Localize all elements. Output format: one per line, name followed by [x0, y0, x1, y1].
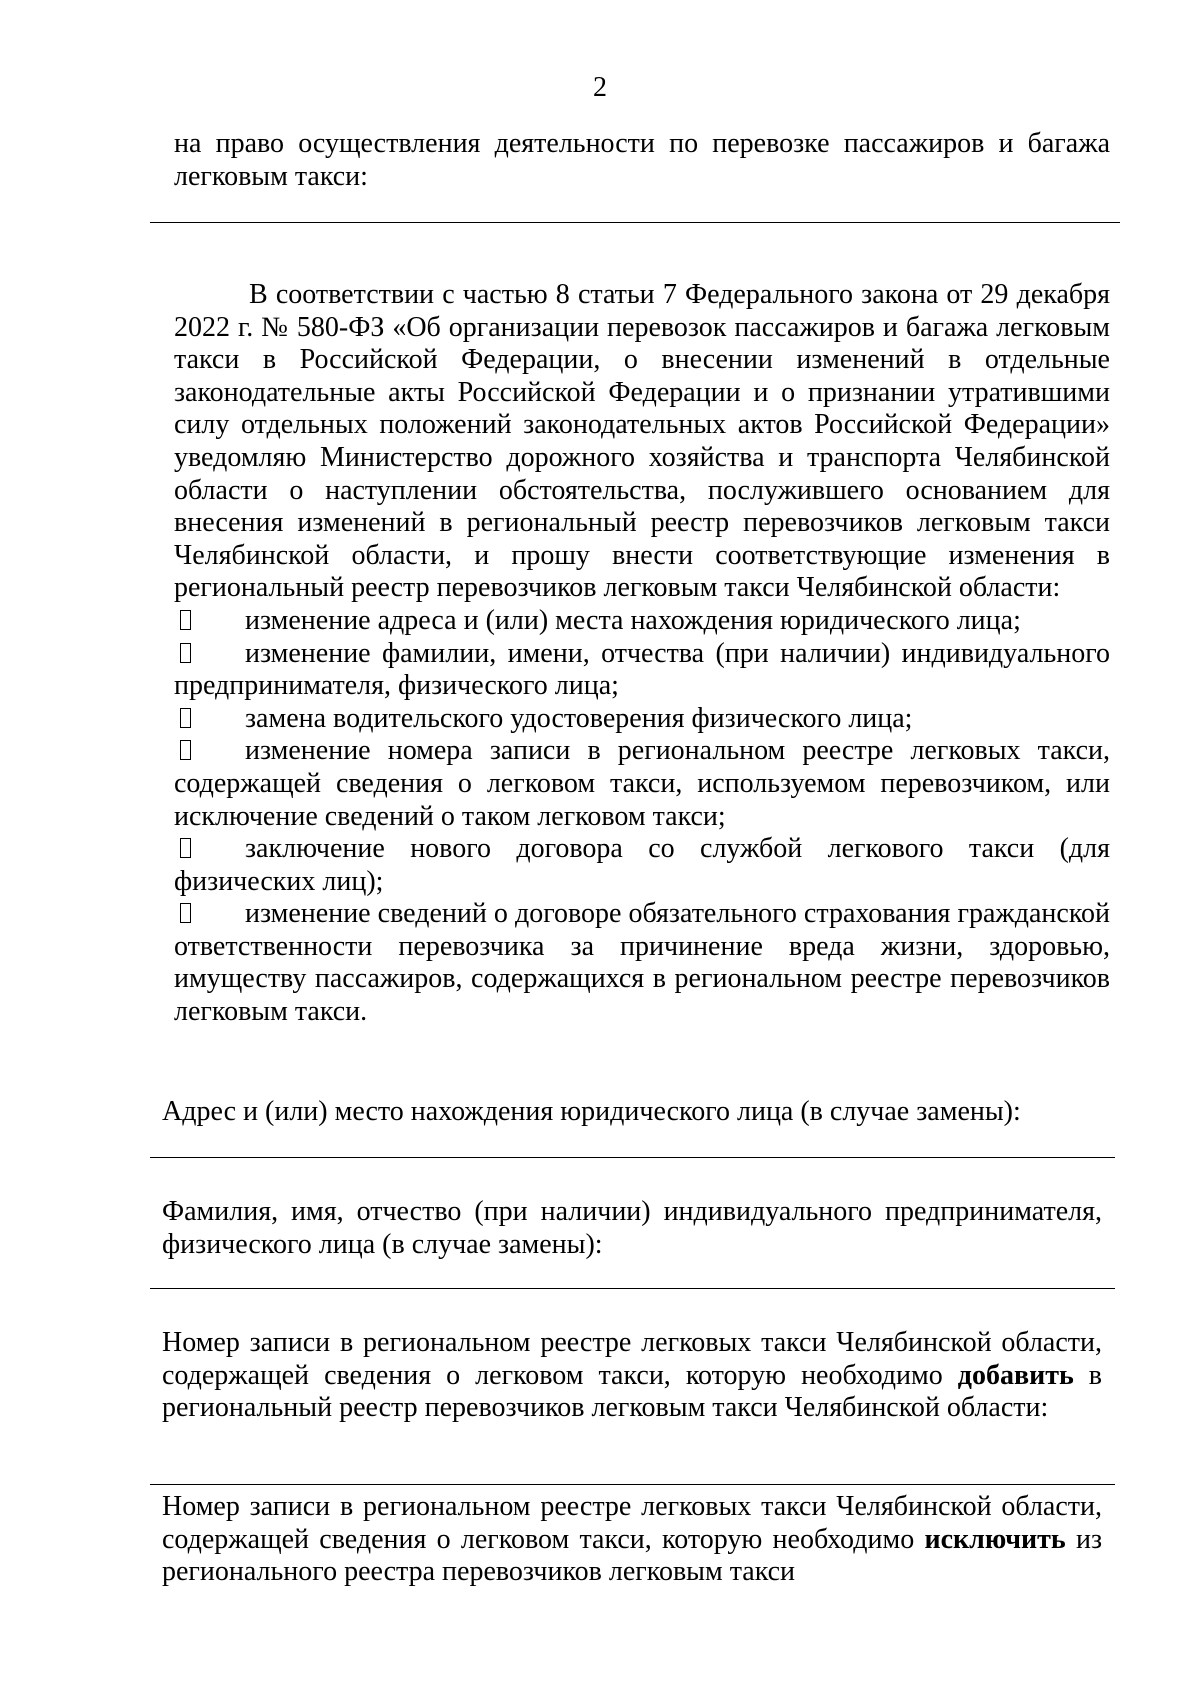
- option-new-contract[interactable]: заключение нового договора со службой легкового такси (для физических лиц);: [174, 833, 1110, 897]
- checkbox-icon[interactable]: [180, 903, 191, 923]
- checkbox-icon[interactable]: [180, 708, 191, 728]
- exclude-record-label: Номер записи в региональном реестре легковых такси Челябинской области, содержащей сведения о легковом такси, которую необходимо исключить из регионального реестра перевозчиков легковым такси: [162, 1491, 1102, 1588]
- exclude-emphasis: исключить: [924, 1523, 1066, 1555]
- address-fill-line[interactable]: [150, 1157, 1115, 1158]
- main-section: [174, 279, 1110, 1029]
- header-fill-line[interactable]: [150, 222, 1120, 223]
- address-field-label: Адрес и (или) место нахождения юридического лица (в случае замены):: [162, 1096, 1021, 1127]
- option-license-change[interactable]: замена водительского удостоверения физического лица;: [174, 703, 1110, 736]
- fio-fill-line[interactable]: [150, 1288, 1115, 1289]
- add-emphasis: добавить: [957, 1359, 1074, 1391]
- page-number: 2: [593, 72, 607, 103]
- checkbox-icon[interactable]: [180, 643, 191, 663]
- add-record-label: Номер записи в региональном реестре легковых такси Челябинской области, содержащей сведения о легковом такси, которую необходимо добавить в региональный реестр перевозчиков легковым такси Челябинской области:: [162, 1327, 1103, 1424]
- option-insurance-change[interactable]: изменение сведений о договоре обязательного страхования гражданской ответственности перевозчика за причинение вреда жизни, здоровью, имуществу пассажиров, содержащихся в региональном реестре перевозчиков легковым такси.: [174, 898, 1110, 1028]
- checkbox-icon[interactable]: [180, 838, 191, 858]
- header-text: на право осуществления деятельности по перевозке пассажиров и багажа легковым такси:: [174, 128, 1110, 192]
- option-record-change[interactable]: изменение номера записи в региональном реестре легковых такси, содержащей сведения о легковом такси, используемом перевозчиком, или исключение сведений о таком легковом такси;: [174, 735, 1110, 832]
- checkbox-icon[interactable]: [180, 610, 191, 630]
- fio-field-label: Фамилия, имя, отчество (при наличии) индивидуального предпринимателя, физического лица (в случае замены):: [162, 1196, 1102, 1260]
- main-paragraph: В соответствии с частью 8 статьи 7 Федерального закона от 29 декабря 2022 г. № 580-ФЗ «Об организации перевозок пассажиров и багажа легковым такси в Российской Федерации, о внесении изменений в отдельные законодательные акты Российской Федерации и о признании утратившими силу отдельных положений законодательных актов Российской Федерации» уведомляю Министерство дорожного хозяйства и транспорта Челябинской области о наступлении обстоятельства, послужившего основанием для внесения изменений в региональный реестр перевозчиков легковым такси Челябинской области, и прошу внести соответствующие изменения в региональный реестр перевозчиков легковым такси Челябинской области:: [174, 279, 1110, 604]
- checkbox-icon[interactable]: [180, 740, 191, 760]
- header-line: [174, 128, 1110, 193]
- option-address-change[interactable]: изменение адреса и (или) места нахождения юридического лица;: [174, 605, 1110, 638]
- add-record-fill-line[interactable]: [150, 1484, 1115, 1485]
- option-fio-change[interactable]: изменение фамилии, имени, отчества (при наличии) индивидуального предпринимателя, физического лица;: [174, 637, 1110, 702]
